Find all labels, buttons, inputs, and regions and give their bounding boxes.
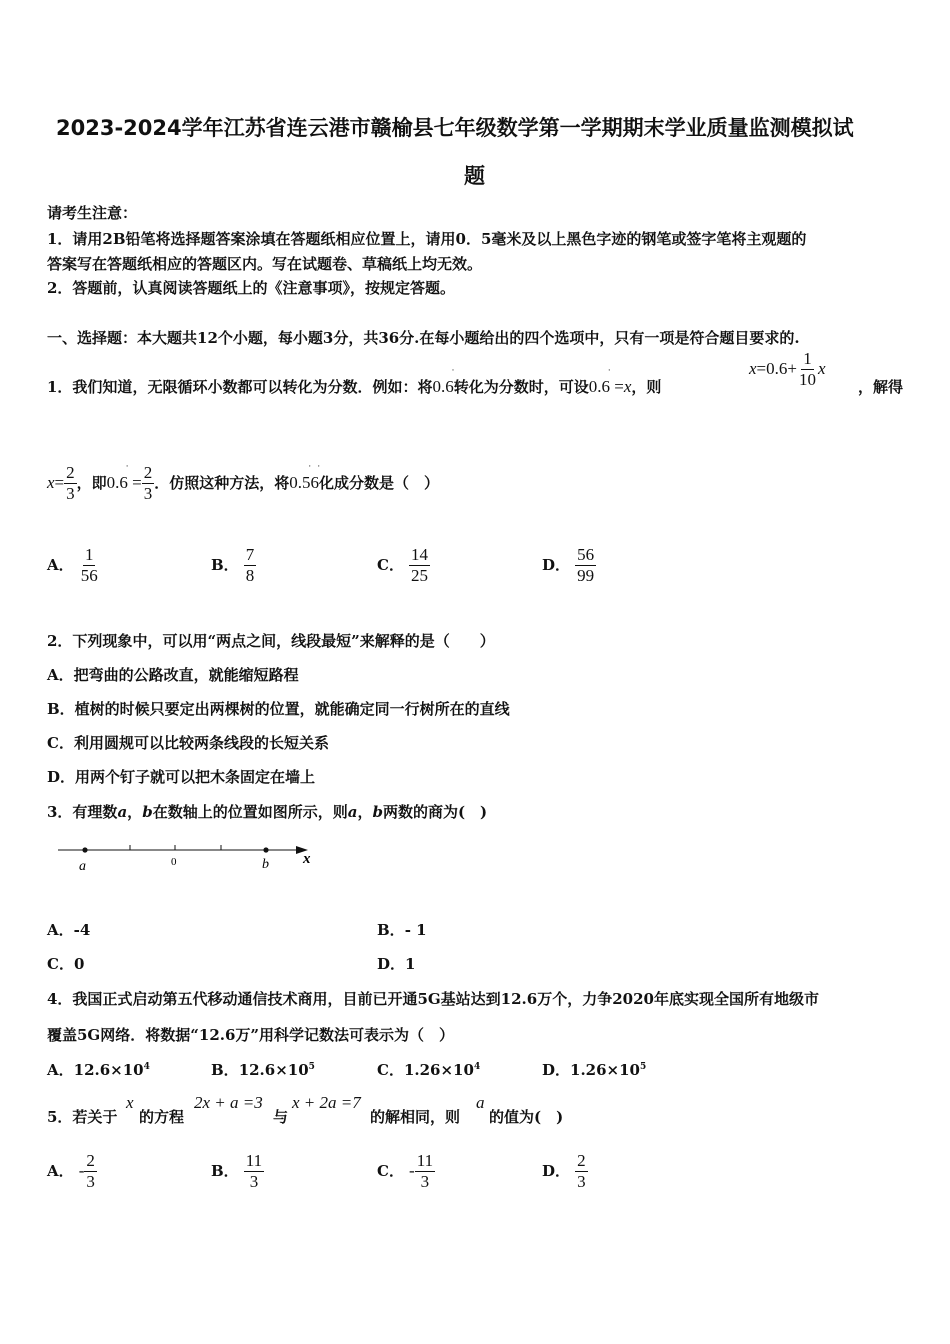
q5-equation-1: 2x + a =3	[194, 1093, 263, 1112]
q5-option-a: A． - $\frac{2}{3}$	[47, 1151, 95, 1191]
q3-option-a: A．-4	[47, 921, 91, 939]
q2-option-b: B．植树的时候只要定出两棵树的位置，就能确定同一行树所在的直线	[47, 700, 510, 718]
q1-option-d: D． $\frac{56}{99}$	[542, 545, 595, 585]
notice-heading: 请考生注意：	[47, 204, 138, 222]
q1-set-eq: 0.6 · =x	[588, 365, 632, 396]
page-title: 2023-2024学年江苏省连云港市赣榆县七年级数学第一学期期末学业质量监测模拟试	[56, 116, 854, 140]
q2-stem: 2．下列现象中，可以用“两点之间，线段最短”来解释的是（ ）	[47, 632, 495, 650]
q5-option-d: D． $\frac{2}{3}$	[542, 1151, 586, 1191]
q1-main-equation: x=0.6+ $\frac{1}{10}$ x	[749, 349, 826, 389]
number-line	[50, 835, 330, 880]
q4-option-c: C．$1.26\times 10^4$	[377, 1061, 481, 1079]
axis-label-x: x	[303, 851, 311, 867]
q1-option-b: B． $\frac{7}{8}$	[211, 545, 255, 585]
q3-stem: 3．有理数a，b在数轴上的位置如图所示，则a，b两数的商为( )	[47, 803, 488, 821]
q2-option-c: C．利用圆规可以比较两条线段的长短关系	[47, 734, 329, 752]
q1-decimal: 0.6 ·	[432, 365, 455, 396]
axis-label-a: a	[79, 859, 86, 874]
q2-option-a: A．把弯曲的公路改直，就能缩短路程	[47, 666, 299, 684]
q1-option-c: C． $\frac{14}{25}$	[377, 545, 429, 585]
q4-stem: 4．我国正式启动第五代移动通信技术商用，目前已开通5G基站达到12.6万个，力争2020年底实现全国所有地级市	[47, 990, 819, 1008]
page-title-cont: 题	[464, 164, 485, 188]
q4-stem-cont: 覆盖5G网络．将数据“12.6万”用科学记数法可表示为（ ）	[47, 1026, 455, 1044]
notice-item-1: 1．请用2B铅笔将选择题答案涂填在答题纸相应位置上，请用0．5毫米及以上黑色字迹的钢笔或签字笔将主观题的	[47, 230, 807, 248]
q1-target: 0.56 · ·	[289, 460, 321, 492]
axis-label-0: 0	[171, 856, 177, 868]
notice-item-2: 2．答题前，认真阅读答题纸上的《注意事项》，按规定答题。	[47, 279, 455, 297]
q1-text-a: 1．我们知道，无限循环小数都可以转化为分数．例如：将	[47, 378, 433, 396]
q5-stem-a: 5．若关于	[47, 1108, 118, 1126]
q2-option-d: D．用两个钉子就可以把木条固定在墙上	[47, 768, 316, 786]
q3-option-c: C．0	[47, 955, 85, 973]
q3-option-b: B．- 1	[377, 921, 427, 939]
axis-label-b: b	[262, 857, 269, 872]
q3-option-d: D．1	[377, 955, 416, 973]
point-b	[263, 847, 268, 852]
point-a	[82, 847, 87, 852]
section-heading: 一、选择题：本大题共12个小题，每小题3分，共36分.在每小题给出的四个选项中，只有一项是符合题目要求的.	[47, 329, 800, 347]
q5-var-x: x	[126, 1093, 134, 1112]
q1-text-d: ，解得	[858, 378, 904, 396]
q4-option-a: A．$12.6\times 10^4$	[47, 1061, 150, 1079]
q1-option-a: A． $\frac{1}{56}$	[47, 545, 98, 585]
q5-stem-e: 的值为( )	[489, 1108, 564, 1126]
q5-var-a: a	[476, 1093, 485, 1112]
q5-stem-d: 的解相同，则	[370, 1108, 461, 1126]
q5-stem-c: 与	[273, 1108, 289, 1126]
q5-stem-b: 的方程	[139, 1108, 185, 1126]
q1-text-b: 转化为分数时，可设	[453, 378, 589, 396]
notice-item-1-cont: 答案写在答题纸相应的答题区内。写在试题卷、草稿纸上均无效。	[47, 255, 483, 273]
q5-option-b: B． $\frac{11}{3}$	[211, 1151, 263, 1191]
q4-option-b: B．$12.6\times 10^5$	[211, 1061, 315, 1079]
q1-stem	[47, 365, 662, 397]
q5-equation-2: x + 2a =7	[292, 1093, 361, 1112]
q1-solution: x= $\frac{2}{3}$ ，即0.6 · = $\frac{2}{3}$ ．仿照这种方法，将0.56 · · 化成分数是（ ）	[47, 460, 440, 503]
q4-option-d: D．$1.26\times 10^5$	[542, 1061, 647, 1079]
q5-option-c: C． - $\frac{11}{3}$	[377, 1151, 434, 1191]
q1-text-c: ，则	[631, 378, 662, 396]
